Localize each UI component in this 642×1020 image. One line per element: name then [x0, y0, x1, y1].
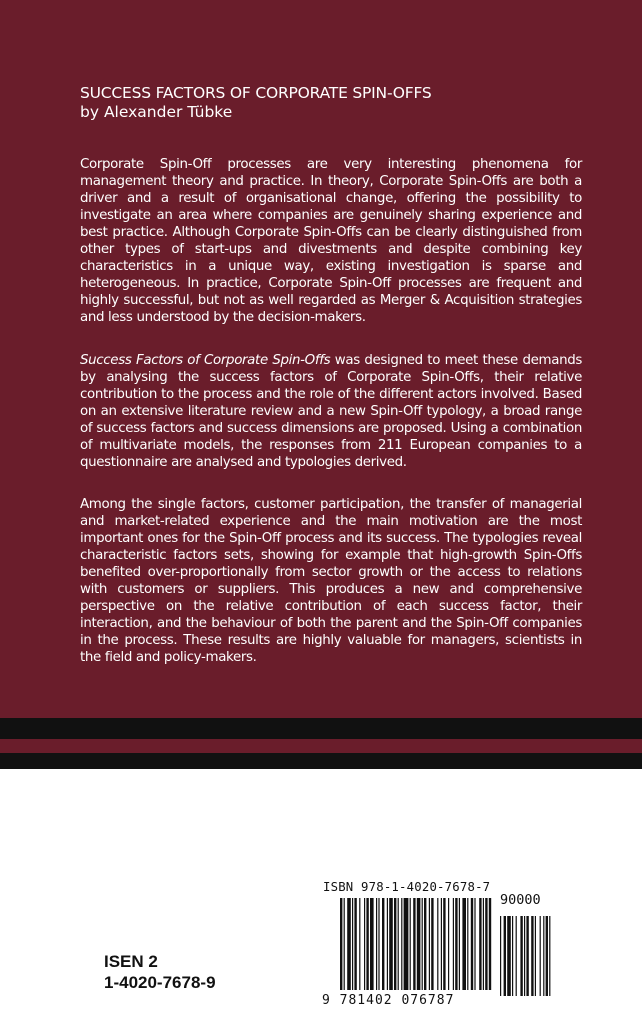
addon-bar [549, 916, 550, 996]
addon-bar [526, 916, 528, 996]
addon-bar [504, 916, 506, 996]
cover-stripe-black-top [0, 718, 642, 739]
barcode-bar [366, 898, 368, 990]
barcode-bar [378, 898, 379, 990]
barcode-bar [352, 898, 353, 990]
addon-bar [540, 916, 541, 996]
barcode-bar [467, 898, 468, 990]
price-code: 90000 [500, 892, 541, 908]
barcode-bar [448, 898, 449, 990]
barcode-bar [422, 898, 423, 990]
barcode-bar [429, 898, 430, 990]
addon-bar [543, 916, 544, 996]
blurb-paragraph-1: Corporate Spin-Off processes are very interesting phenomena for management theory and practice. In theory, Corporate Spin-Offs are both a driver and a result of organisational change, offering the possibility to investigate an area where companies are genuinely sharing experience and best practice. Although Corporate Spin-Offs can be clearly distinguished from other types of start-ups and divestments and despite combining key characteristics in a unique way, existing investigation is sparse and heterogeneous. In practice, Corporate Spin-Off processes are frequent and highly successful, but not as well regarded as Merger & Acquisition strategies and less understood by the decision-makers. [80, 157, 582, 325]
barcode-bar [376, 898, 377, 990]
barcode-bar [479, 898, 481, 990]
barcode [340, 898, 556, 1000]
barcode-bar [443, 898, 445, 990]
barcode-bar [455, 898, 457, 990]
barcode-bar [424, 898, 426, 990]
cover-stripe-red [0, 739, 642, 753]
addon-bar [531, 916, 533, 996]
book-author: by Alexander Tübke [80, 103, 233, 121]
barcode-bar [340, 898, 342, 990]
barcode-digits: 9 781402 076787 [322, 993, 455, 1008]
barcode-bar [370, 898, 374, 990]
addon-bar [507, 916, 511, 996]
addon-bar [512, 916, 513, 996]
barcode-bar [471, 898, 473, 990]
book-title-italic: Success Factors of Corporate Spin-Offs [80, 353, 331, 368]
barcode-bar [382, 898, 384, 990]
addon-bar [535, 916, 536, 996]
addon-bar [500, 916, 501, 996]
isbn-left-label [104, 951, 216, 993]
cover-stripe-black-bottom [0, 753, 642, 769]
barcode-bar [354, 898, 356, 990]
blurb-paragraph-2 [80, 352, 582, 471]
barcode-bar [441, 898, 442, 990]
barcode-bar [431, 898, 433, 990]
addon-bar [520, 916, 522, 996]
isbn-left-line-1: ISEN 2 [104, 952, 158, 971]
addon-bar [546, 916, 548, 996]
barcode-bar [359, 898, 360, 990]
barcode-bar [413, 898, 415, 990]
isbn-top-label: ISBN 978-1-4020-7678-7 [323, 880, 491, 894]
barcode-bar [474, 898, 475, 990]
blurb-paragraph-2-text: was designed to meet these demands by analysing the success factors of Corporate Spin-Offs, their relative contribution to the process and the role of the different actors involved. Based on an extensive literature review and a new Spin-Off typology, a broad range of success factors and success dimensions are proposed. Using a combination of multivariate models, the responses from 211 European companies to a questionnaire are analysed and typologies derived. [80, 353, 582, 470]
barcode-bar [344, 898, 345, 990]
barcode-bar [347, 898, 351, 990]
barcode-bar [483, 898, 484, 990]
barcode-bar [459, 898, 460, 990]
barcode-bar [398, 898, 399, 990]
barcode-bar [389, 898, 393, 990]
barcode-bar [489, 898, 491, 990]
barcode-bar [401, 898, 402, 990]
isbn-left-line-2: 1-4020-7678-9 [104, 973, 216, 992]
book-title: SUCCESS FACTORS OF CORPORATE SPIN-OFFS [80, 84, 432, 102]
barcode-bar [364, 898, 365, 990]
barcode-bar [387, 898, 388, 990]
barcode-bar [394, 898, 396, 990]
barcode-bar [437, 898, 438, 990]
addon-bar [516, 916, 517, 996]
barcode-bar [462, 898, 466, 990]
addon-bar [524, 916, 525, 996]
barcode-bar [410, 898, 411, 990]
barcode-bar [453, 898, 454, 990]
barcode-bar [404, 898, 409, 990]
barcode-bar [485, 898, 487, 990]
barcode-bar [417, 898, 421, 990]
blurb-paragraph-3: Among the single factors, customer participation, the transfer of managerial and market-related experience and the main motivation are the most important ones for the Spin-Off process and its success. The typologies reveal characteristic factors sets, showing for example that high-growth Spin-Offs benefited over-proportionally from sector growth or the access to relations with customers or suppliers. This produces a new and comprehensive perspective on the relative contribution of each success factor, their interaction, and the behaviour of both the parent and the Spin-Off companies in the process. These results are highly valuable for managers, scientists in the field and policy-makers. [80, 497, 582, 665]
